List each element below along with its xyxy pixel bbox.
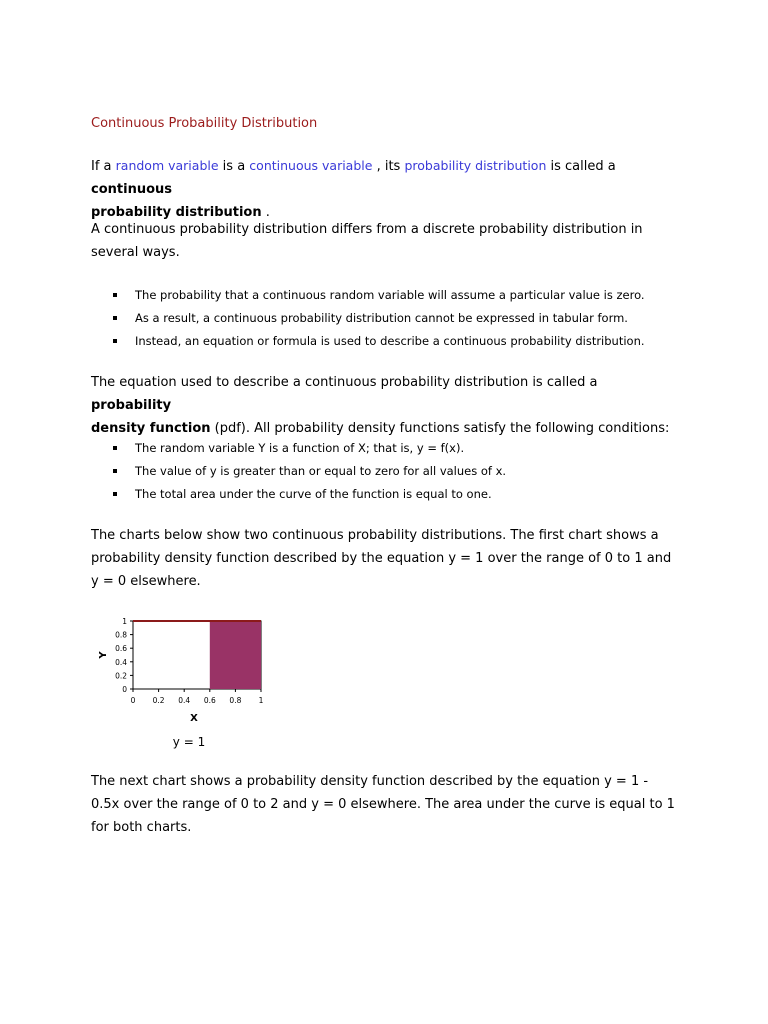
- bold-term: probability: [91, 398, 172, 413]
- x-tick-label: 0.2: [152, 696, 165, 705]
- list-item-text: Instead, an equation or formula is used to describe a continuous probability distribution.: [135, 334, 645, 348]
- bullet-icon: [113, 446, 117, 450]
- intro-text: is a: [218, 159, 250, 174]
- bold-term: probability distribution: [91, 205, 262, 220]
- bullet-icon: [113, 316, 117, 320]
- list-item-text: The value of y is greater than or equal to zero for all values of x.: [135, 464, 507, 478]
- pdf-text: (pdf). All probability density functions satisfy the following conditions:: [210, 421, 670, 436]
- bullet-icon: [113, 469, 117, 473]
- y-tick-label: 0.4: [115, 657, 127, 667]
- differences-paragraph: A continuous probability distribution differs from a discrete probability distribution in several ways.: [91, 222, 643, 260]
- intro-text: .: [261, 205, 270, 220]
- pdf-text: The equation used to describe a continuous probability distribution is called a: [91, 375, 598, 390]
- intro-text: If a: [91, 159, 116, 174]
- y-tick-label: 0: [122, 685, 127, 694]
- bullet-icon: [113, 492, 117, 496]
- x-tick-label: 0: [130, 696, 136, 705]
- list-item-text: As a result, a continuous probability distribution cannot be expressed in tabular form.: [135, 311, 628, 325]
- y-tick-label: 0.6: [115, 644, 127, 654]
- list-item: [91, 284, 676, 307]
- conditions-list: [91, 437, 676, 506]
- shaded-area: [210, 621, 261, 689]
- bullet-icon: [113, 293, 117, 297]
- continuous-variable-link[interactable]: continuous variable: [249, 158, 373, 173]
- chart-plot-area: [115, 617, 264, 705]
- list-item: [91, 330, 676, 353]
- random-variable-link[interactable]: random variable: [115, 158, 219, 173]
- list-item: [91, 437, 676, 460]
- x-tick-label: 0.4: [178, 696, 191, 705]
- chart-caption: y = 1: [172, 735, 206, 749]
- list-item-text: The total area under the curve of the function is equal to one.: [135, 487, 492, 501]
- pdf-chart-uniform: [96, 612, 286, 762]
- list-item-text: The random variable Y is a function of X; that is, y = f(x).: [135, 441, 465, 455]
- list-item: [91, 307, 676, 330]
- y-axis-label: Y: [98, 651, 109, 659]
- list-item: [91, 483, 676, 506]
- pdf-paragraph: [91, 371, 676, 440]
- x-tick-label: 1: [258, 696, 264, 705]
- x-tick-label: 0.8: [229, 696, 242, 705]
- y-tick-label: 0.2: [115, 671, 127, 681]
- next-chart-paragraph: The next chart shows a probability density function described by the equation y = 1 - 0.5x over the range of 0 to 2 and y = 0 elsewhere. The area under the curve is equal to 1 for both charts.: [91, 774, 675, 835]
- x-axis-label: X: [190, 713, 198, 724]
- bold-term: density function: [91, 421, 211, 436]
- y-tick-label: 1: [122, 617, 127, 626]
- intro-paragraph: [91, 154, 676, 224]
- bold-term: continuous: [91, 182, 172, 197]
- probability-distribution-link[interactable]: probability distribution: [404, 158, 547, 173]
- intro-text: is called a: [546, 159, 616, 174]
- list-item-text: The probability that a continuous random variable will assume a particular value is zero.: [135, 288, 645, 302]
- page-title: Continuous Probability Distribution: [91, 116, 318, 131]
- intro-text: , its: [372, 159, 405, 174]
- list-item: [91, 460, 676, 483]
- charts-intro-paragraph: The charts below show two continuous probability distributions. The first chart shows a probability density function described by the equation y = 1 over the range of 0 to 1 and y = 0 elsewhere.: [91, 528, 672, 589]
- bullet-icon: [113, 339, 117, 343]
- differences-list: [91, 284, 676, 353]
- y-tick-label: 0.8: [115, 630, 127, 640]
- x-tick-label: 0.6: [203, 696, 216, 705]
